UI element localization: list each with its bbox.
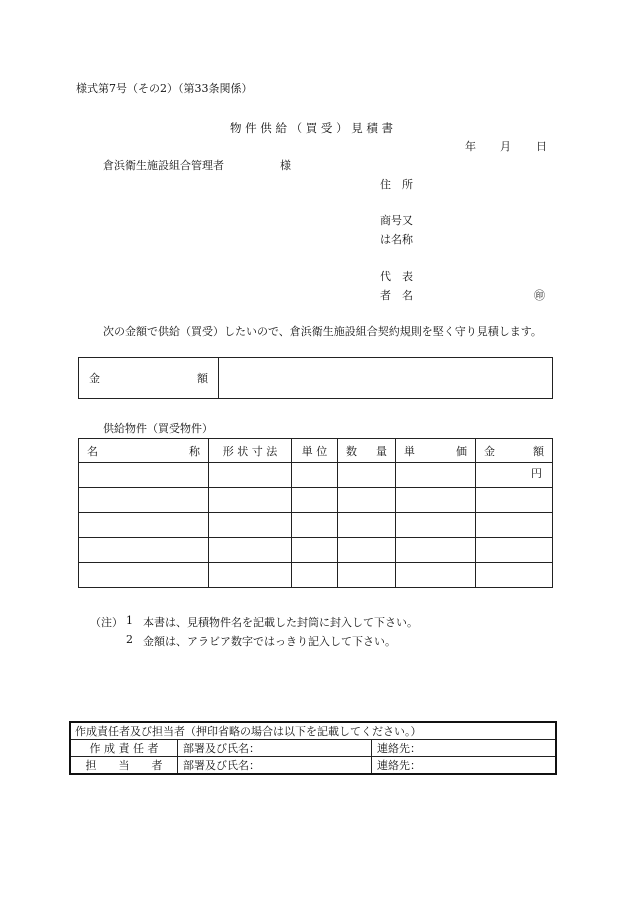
- role-cell: 作 成 責 任 者: [70, 740, 178, 757]
- role-cell: 担 当 者: [70, 757, 178, 775]
- note-1-text: 本書は、見積物件名を記載した封筒に封入して下さい。: [143, 616, 418, 629]
- responsible-header-row: [70, 722, 556, 740]
- item-unit-cell[interactable]: [292, 513, 338, 538]
- amount-value-field[interactable]: [219, 358, 553, 399]
- item-name-cell[interactable]: [79, 563, 209, 588]
- item-unit-cell[interactable]: [292, 563, 338, 588]
- note-2-text: 金額は、アラビア数字ではっきり記入して下さい。: [143, 635, 396, 648]
- currency-unit: 円: [531, 467, 542, 480]
- table-row: [79, 488, 553, 513]
- item-price-cell[interactable]: [396, 538, 476, 563]
- items-caption: 供給物件（買受物件）: [103, 422, 213, 435]
- table-row: [79, 538, 553, 563]
- item-price-cell[interactable]: [396, 513, 476, 538]
- item-unit-cell[interactable]: [292, 488, 338, 513]
- items-table: [78, 438, 553, 588]
- item-name-cell[interactable]: [79, 488, 209, 513]
- header-quantity: 数 量: [338, 439, 396, 463]
- item-qty-cell[interactable]: [338, 463, 396, 488]
- company-label-2: は名称: [380, 233, 413, 246]
- company-label-1: 商号又: [380, 214, 413, 227]
- table-row: [79, 513, 553, 538]
- addressee-name: 倉浜衛生施設組合管理者: [103, 159, 224, 172]
- item-name-cell[interactable]: [79, 538, 209, 563]
- amount-label-left: 金: [89, 372, 100, 385]
- seal-mark: ㊞: [534, 289, 545, 302]
- header-unit-price: 単 価: [396, 439, 476, 463]
- item-spec-cell[interactable]: [209, 563, 292, 588]
- responsible-row: [70, 740, 556, 757]
- responsible-header: 作成責任者及び担当者（押印省略の場合は以下を記載してください。）: [70, 722, 556, 740]
- representative-label-1: 代 表: [380, 270, 413, 283]
- department-name-field[interactable]: 部署及び氏名：: [178, 740, 372, 757]
- item-amount-cell[interactable]: [476, 513, 553, 538]
- item-price-cell[interactable]: [396, 463, 476, 488]
- item-qty-cell[interactable]: [338, 538, 396, 563]
- responsible-row: [70, 757, 556, 775]
- contact-field[interactable]: 連絡先：: [372, 757, 557, 775]
- item-spec-cell[interactable]: [209, 463, 292, 488]
- amount-label-right: 額: [197, 372, 208, 385]
- statement: 次の金額で供給（買受）したいので、倉浜衛生施設組合契約規則を堅く守り見積します。: [103, 325, 542, 338]
- form-number: 様式第7号（その2）（第33条関係）: [76, 82, 253, 95]
- item-amount-cell[interactable]: [476, 538, 553, 563]
- item-unit-cell[interactable]: [292, 463, 338, 488]
- note-2-number: 2: [126, 633, 133, 646]
- address-label: 住 所: [380, 178, 413, 191]
- header-name: 名 称: [79, 439, 209, 463]
- item-name-cell[interactable]: [79, 513, 209, 538]
- amount-label-cell: [79, 358, 219, 399]
- department-name-field[interactable]: 部署及び氏名：: [178, 757, 372, 775]
- item-spec-cell[interactable]: [209, 488, 292, 513]
- contact-field[interactable]: 連絡先：: [372, 740, 557, 757]
- item-spec-cell[interactable]: [209, 513, 292, 538]
- item-qty-cell[interactable]: [338, 513, 396, 538]
- document-title: 物 件 供 給 （ 買 受 ） 見 積 書: [230, 121, 394, 135]
- item-unit-cell[interactable]: [292, 538, 338, 563]
- table-row: [79, 463, 553, 488]
- date-month: 月: [500, 140, 511, 153]
- header-amount: 金 額: [476, 439, 553, 463]
- item-qty-cell[interactable]: [338, 563, 396, 588]
- item-amount-cell[interactable]: [476, 463, 553, 488]
- items-header-row: [79, 439, 553, 463]
- item-amount-cell[interactable]: [476, 563, 553, 588]
- header-unit: 単 位: [292, 439, 338, 463]
- item-price-cell[interactable]: [396, 563, 476, 588]
- header-spec: 形 状 寸 法: [209, 439, 292, 463]
- notes-label: （注）: [90, 616, 123, 629]
- note-1-number: 1: [126, 614, 133, 627]
- item-amount-cell[interactable]: [476, 488, 553, 513]
- amount-box: [78, 357, 553, 399]
- item-name-cell[interactable]: [79, 463, 209, 488]
- addressee-honorific: 様: [280, 159, 291, 172]
- item-qty-cell[interactable]: [338, 488, 396, 513]
- item-spec-cell[interactable]: [209, 538, 292, 563]
- responsible-table: [69, 721, 557, 775]
- date-day: 日: [536, 140, 547, 153]
- item-price-cell[interactable]: [396, 488, 476, 513]
- table-row: [79, 563, 553, 588]
- representative-label-2: 者 名: [380, 289, 413, 302]
- date-year: 年: [465, 140, 476, 153]
